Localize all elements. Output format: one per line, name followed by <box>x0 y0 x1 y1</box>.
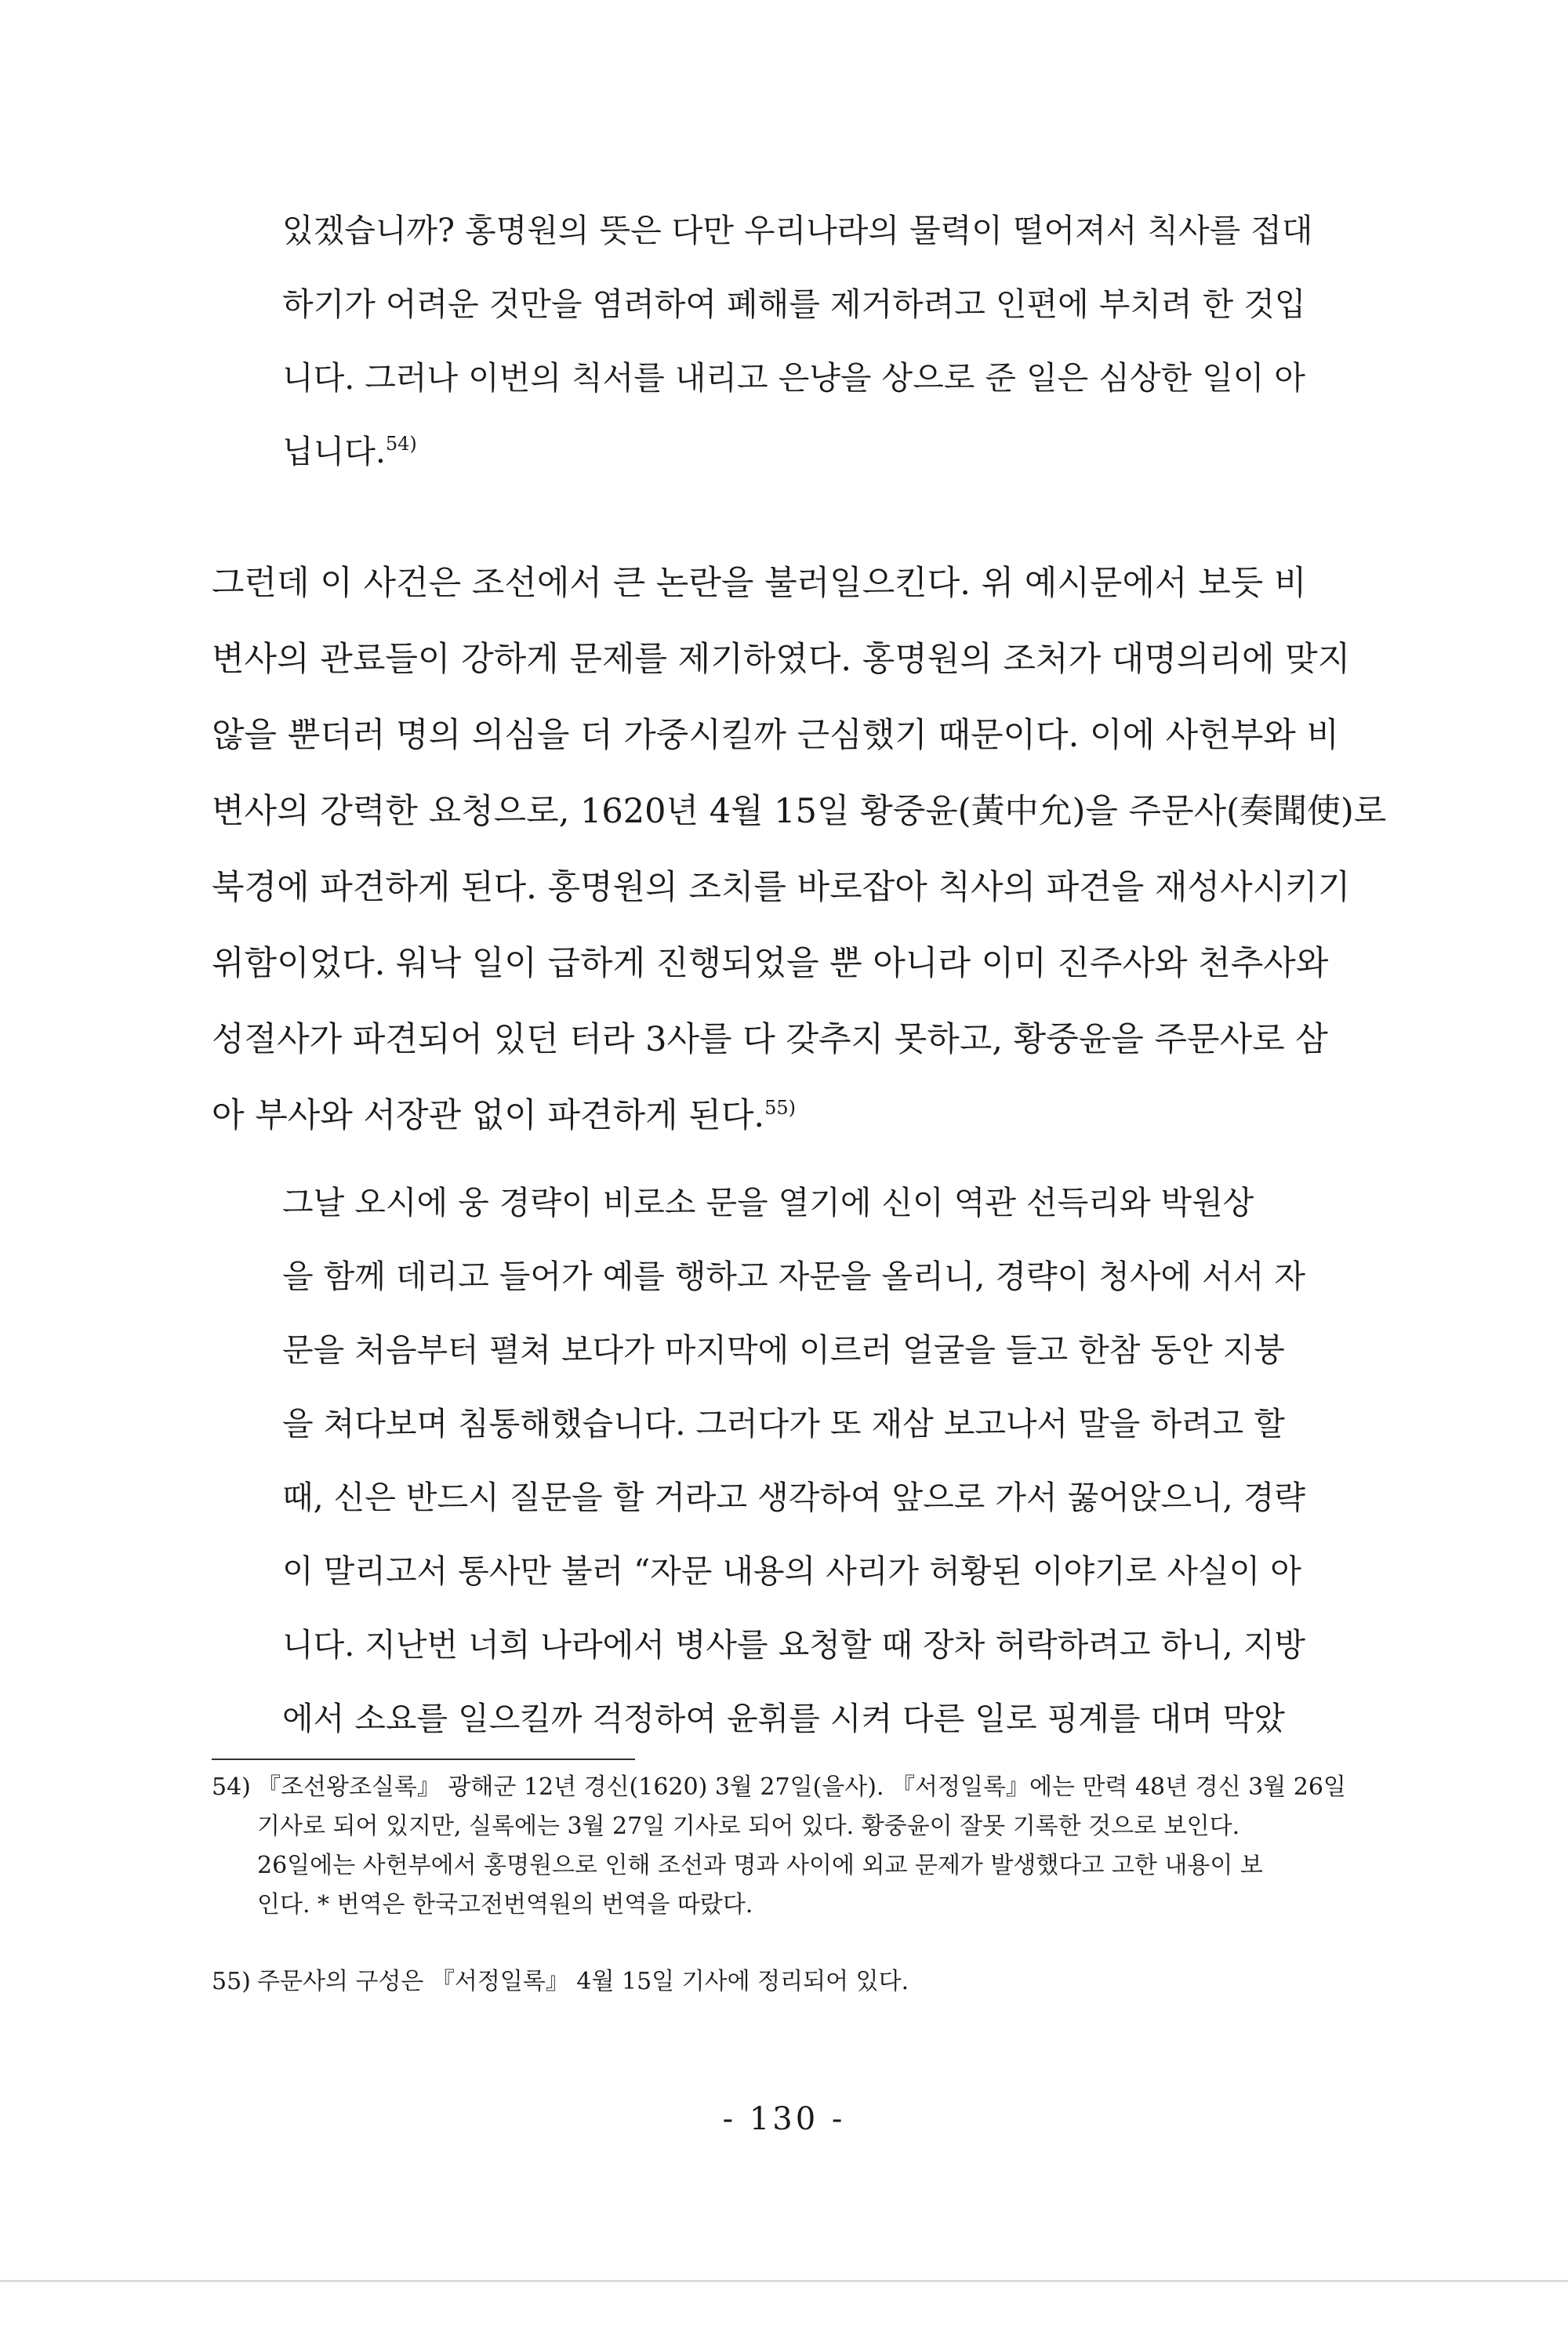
footnote-line <box>212 1968 909 1996</box>
body-line: 그런데 이 사건은 조선에서 큰 논란을 불러일으킨다. 위 예시문에서 보듯 비 <box>212 564 1307 603</box>
page-number: - 130 - <box>722 2101 846 2137</box>
body-line-last <box>212 1097 796 1134</box>
body-line: 북경에 파견하게 된다. 홍명원의 조치를 바로잡아 칙사의 파견을 재성사시키기 <box>212 868 1351 907</box>
quote-line: 니다. 지난번 너희 나라에서 병사를 요청할 때 장차 허락하려고 하니, 지방 <box>282 1626 1305 1664</box>
footnote-ref-54[interactable]: 54) <box>385 433 417 455</box>
quote-line: 때, 신은 반드시 질문을 할 거라고 생각하여 앞으로 가서 꿇어앉으니, 경략 <box>282 1479 1305 1516</box>
quote-line: 을 쳐다보며 침통해했습니다. 그러다가 또 재삼 보고나서 말을 하려고 할 <box>282 1405 1285 1443</box>
footnote-line: 26일에는 사헌부에서 홍명원으로 인해 조선과 명과 사이에 외교 문제가 발생했다고 고한 내용이 보 <box>257 1852 1263 1879</box>
footnote-divider <box>212 1759 635 1760</box>
body-line: 않을 뿐더러 명의 의심을 더 가중시킬까 근심했기 때문이다. 이에 사헌부와 비 <box>212 716 1340 755</box>
body-line: 위함이었다. 워낙 일이 급하게 진행되었을 뿐 아니라 이미 진주사와 천추사와 <box>212 944 1329 983</box>
body-line-text: 아 부사와 서장관 없이 파견하게 된다. <box>212 1096 765 1135</box>
quote-line: 문을 처음부터 펼쳐 보다가 마지막에 이르러 얼굴을 들고 한참 동안 지붕 <box>282 1331 1285 1369</box>
quote-line-text: 닙니다. <box>282 433 386 470</box>
footnote-line: 인다. * 번역은 한국고전번역원의 번역을 따랐다. <box>257 1891 753 1918</box>
quote-line: 이 말리고서 통사만 불러 “자문 내용의 사리가 허황된 이야기로 사실이 아 <box>282 1552 1301 1590</box>
footnote-ref-55[interactable]: 55) <box>764 1097 796 1119</box>
body-line: 성절사가 파견되어 있던 터라 3사를 다 갖추지 못하고, 황중윤을 주문사로 삼 <box>212 1020 1328 1059</box>
quote-line: 그날 오시에 웅 경략이 비로소 문을 열기에 신이 역관 선득리와 박원상 <box>282 1184 1254 1221</box>
footnote-line: 기사로 되어 있지만, 실록에는 3월 27일 기사로 되어 있다. 황중윤이 잘못 기록한 것으로 보인다. <box>257 1813 1240 1840</box>
quote-line: 있겠습니까? 홍명원의 뜻은 다만 우리나라의 물력이 떨어져서 칙사를 접대 <box>282 212 1313 249</box>
body-line: 변사의 관료들이 강하게 문제를 제기하였다. 홍명원의 조처가 대명의리에 맞지 <box>212 640 1351 679</box>
footnote-number: 55) <box>212 1968 251 1995</box>
footnote-text: 『조선왕조실록』 광해군 12년 경신(1620) 3월 27일(을사). 『서정일록』에는 만력 48년 경신 3월 26일 <box>257 1773 1346 1801</box>
footnote-line <box>212 1773 1346 1802</box>
quote-line: 에서 소요를 일으킬까 걱정하여 윤휘를 시켜 다른 일로 핑계를 대며 막았 <box>282 1700 1285 1737</box>
footnote-number: 54) <box>212 1773 251 1801</box>
scan-edge-divider <box>0 2280 1568 2282</box>
body-line: 변사의 강력한 요청으로, 1620년 4월 15일 황중윤(黃中允)을 주문사(奏聞使)로 <box>212 792 1387 831</box>
footnote-text: 주문사의 구성은 『서정일록』 4월 15일 기사에 정리되어 있다. <box>257 1968 909 1995</box>
quote-line: 니다. 그러나 이번의 칙서를 내리고 은냥을 상으로 준 일은 심상한 일이 아 <box>282 359 1305 397</box>
quote-line: 하기가 어려운 것만을 염려하여 폐해를 제거하려고 인편에 부치려 한 것입 <box>282 285 1306 323</box>
quote-line-last <box>282 433 417 470</box>
quote-line: 을 함께 데리고 들어가 예를 행하고 자문을 올리니, 경략이 청사에 서서 자 <box>282 1258 1305 1295</box>
